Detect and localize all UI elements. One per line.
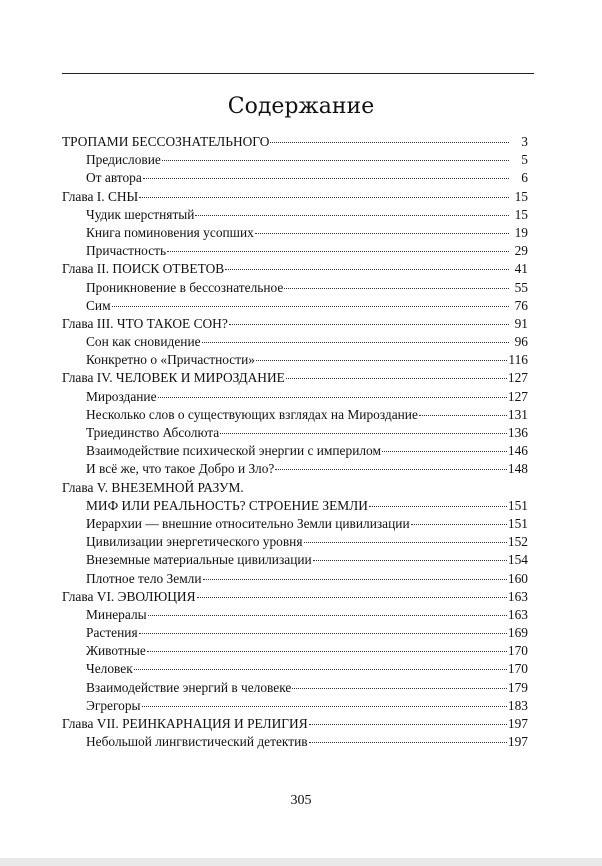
dot-leader <box>419 415 507 416</box>
toc-section-entry <box>62 515 528 533</box>
toc-entry-page: 5 <box>521 152 528 168</box>
top-rule <box>62 73 534 74</box>
toc-chapter-entry <box>62 133 528 151</box>
toc-section-entry <box>62 151 528 169</box>
toc-entry-title: Цивилизации энергетического уровня <box>86 534 303 550</box>
toc-section-entry <box>62 388 528 406</box>
toc-entry-title: Животные <box>86 643 146 659</box>
toc-section-entry <box>62 570 528 588</box>
dot-leader <box>286 378 507 379</box>
toc-section-entry <box>62 679 528 697</box>
dot-leader <box>134 669 507 670</box>
toc-entry-title: Предисловие <box>86 152 161 168</box>
toc-entry-page: 169 <box>507 625 528 641</box>
toc-entry-page: 3 <box>521 134 528 149</box>
dot-leader <box>142 706 507 707</box>
dot-leader <box>225 269 509 270</box>
toc-entry-page: 116 <box>508 352 528 368</box>
dot-leader <box>203 579 507 580</box>
toc-section-entry <box>62 733 528 751</box>
toc-entry-page: 136 <box>507 425 528 440</box>
dot-leader <box>112 306 509 307</box>
dot-leader <box>256 360 507 361</box>
dot-leader <box>255 233 509 234</box>
toc-section-entry <box>62 642 528 660</box>
toc-entry-title: Сим <box>86 297 111 313</box>
dot-leader <box>309 742 507 743</box>
toc-section-entry <box>62 351 528 369</box>
toc-entry-page: 15 <box>514 188 528 204</box>
dot-leader <box>275 469 507 470</box>
toc-entry-page: 148 <box>507 461 528 477</box>
toc-section-entry <box>62 460 528 478</box>
toc-chapter-entry <box>62 479 528 497</box>
dot-leader <box>411 524 507 525</box>
toc-entry-title: Глава I. СНЫ <box>62 188 139 204</box>
dot-leader <box>162 160 509 161</box>
dot-leader <box>382 451 507 452</box>
toc-entry-page: 154 <box>507 552 528 568</box>
dot-leader <box>309 724 507 725</box>
bottom-edge-shade <box>0 858 602 866</box>
toc-entry-page: 96 <box>514 334 528 350</box>
toc-entry-title: И всё же, что такое Добро и Зло? <box>86 461 275 477</box>
toc-entry-page: 151 <box>507 515 528 531</box>
toc-entry-title: Книга поминовения усопших <box>86 224 254 240</box>
toc-section-entry <box>62 242 528 260</box>
toc-entry-title: Сон как сновидение <box>86 334 201 350</box>
toc-entry-page: 146 <box>507 443 528 459</box>
toc-entry-title: Глава V. ВНЕЗЕМНОЙ РАЗУМ. <box>62 479 244 495</box>
toc-section-entry <box>62 624 528 642</box>
toc-entry-title: Глава IV. ЧЕЛОВЕК И МИРОЗДАНИЕ <box>62 370 285 386</box>
toc-entry-title: Проникновение в бессознательное <box>86 279 284 295</box>
dot-leader <box>158 397 507 398</box>
page-number: 305 <box>290 793 312 808</box>
toc-section-entry <box>62 206 528 224</box>
toc-section-entry <box>62 224 528 242</box>
toc-entry-page: 19 <box>514 224 528 240</box>
toc-entry-page: 41 <box>514 261 528 277</box>
dot-leader <box>139 197 509 198</box>
toc-section-entry <box>62 169 528 187</box>
toc-section-entry <box>62 424 528 442</box>
toc-entry-title: Небольшой лингвистический детектив <box>86 734 308 750</box>
toc-entry-page: 183 <box>507 697 528 713</box>
toc-entry-page: 91 <box>514 315 528 331</box>
toc-chapter-entry <box>62 260 528 278</box>
toc-entry-page: 55 <box>514 279 528 295</box>
toc-entry-page: 160 <box>507 570 528 586</box>
page-title: Содержание <box>227 94 375 119</box>
dot-leader <box>313 560 507 561</box>
dot-leader <box>143 178 509 179</box>
toc-entry-title: Взаимодействие психической энергии с империлом <box>86 443 381 459</box>
dot-leader <box>197 597 507 598</box>
dot-leader <box>167 251 509 252</box>
toc-entry-page: 163 <box>507 606 528 622</box>
toc-section-entry <box>62 697 528 715</box>
toc-section-entry <box>62 497 528 515</box>
toc-section-entry <box>62 333 528 351</box>
toc-entry-title: От автора <box>86 170 142 186</box>
toc-entry-page: 197 <box>507 716 528 731</box>
toc-section-entry <box>62 660 528 678</box>
dot-leader <box>292 688 507 689</box>
toc-entry-title: Взаимодействие энергий в человеке <box>86 679 292 695</box>
dot-leader <box>195 215 509 216</box>
toc-entry-title: ТРОПАМИ БЕССОЗНАТЕЛЬНОГО <box>62 134 270 149</box>
toc-entry-title: Плотное тело Земли <box>86 570 202 586</box>
toc-chapter-entry <box>62 188 528 206</box>
toc-entry-title: Мироздание <box>86 388 157 404</box>
toc-entry-page: 6 <box>521 170 528 186</box>
table-of-contents <box>62 133 528 751</box>
toc-entry-title: Минералы <box>86 606 147 622</box>
toc-entry-page: 163 <box>507 588 528 604</box>
toc-section-entry <box>62 551 528 569</box>
dot-leader <box>284 288 509 289</box>
toc-entry-title: Глава III. ЧТО ТАКОЕ СОН? <box>62 315 228 331</box>
toc-entry-title: Эгрегоры <box>86 697 141 713</box>
toc-entry-title: МИФ ИЛИ РЕАЛЬНОСТЬ? СТРОЕНИЕ ЗЕМЛИ <box>86 497 368 513</box>
toc-entry-title: Глава VII. РЕИНКАРНАЦИЯ И РЕЛИГИЯ <box>62 716 308 731</box>
toc-entry-title: Иерархии — внешние относительно Земли цивилизации <box>86 515 410 531</box>
toc-entry-page: 76 <box>514 297 528 313</box>
toc-chapter-entry <box>62 715 528 733</box>
toc-entry-page: 151 <box>507 497 528 513</box>
toc-entry-title: Причастность <box>86 243 167 259</box>
dot-leader <box>229 324 509 325</box>
toc-entry-page: 15 <box>514 206 528 222</box>
toc-entry-title: Растения <box>86 625 138 641</box>
toc-chapter-entry <box>62 315 528 333</box>
toc-section-entry <box>62 606 528 624</box>
toc-entry-title: Чудик шерстнятый <box>86 206 195 222</box>
dot-leader <box>202 342 509 343</box>
toc-chapter-entry <box>62 588 528 606</box>
toc-entry-title: Человек <box>86 661 133 677</box>
toc-entry-title: Триединство Абсолюта <box>86 425 220 440</box>
toc-entry-page: 127 <box>507 370 528 386</box>
toc-entry-page: 29 <box>514 243 528 259</box>
toc-entry-page: 152 <box>507 534 528 550</box>
toc-entry-page: 170 <box>507 661 528 677</box>
toc-entry-page: 170 <box>507 643 528 659</box>
toc-entry-title: Глава VI. ЭВОЛЮЦИЯ <box>62 588 196 604</box>
toc-section-entry <box>62 533 528 551</box>
dot-leader <box>270 142 509 143</box>
toc-section-entry <box>62 406 528 424</box>
toc-entry-page: 197 <box>507 734 528 750</box>
dot-leader <box>148 615 507 616</box>
dot-leader <box>369 506 507 507</box>
dot-leader <box>304 542 507 543</box>
toc-section-entry <box>62 442 528 460</box>
toc-entry-page: 127 <box>507 388 528 404</box>
toc-entry-page: 179 <box>507 679 528 695</box>
dot-leader <box>139 633 507 634</box>
toc-section-entry <box>62 279 528 297</box>
toc-chapter-entry <box>62 369 528 387</box>
toc-entry-page: 131 <box>507 406 528 422</box>
toc-entry-title: Несколько слов о существующих взглядах на Мироздание <box>86 406 418 422</box>
toc-section-entry <box>62 297 528 315</box>
toc-entry-title: Глава II. ПОИСК ОТВЕТОВ <box>62 261 225 277</box>
dot-leader <box>147 651 507 652</box>
toc-entry-title: Внеземные материальные цивилизации <box>86 552 312 568</box>
toc-entry-title: Конкретно о «Причастности» <box>86 352 255 368</box>
dot-leader <box>220 433 507 434</box>
